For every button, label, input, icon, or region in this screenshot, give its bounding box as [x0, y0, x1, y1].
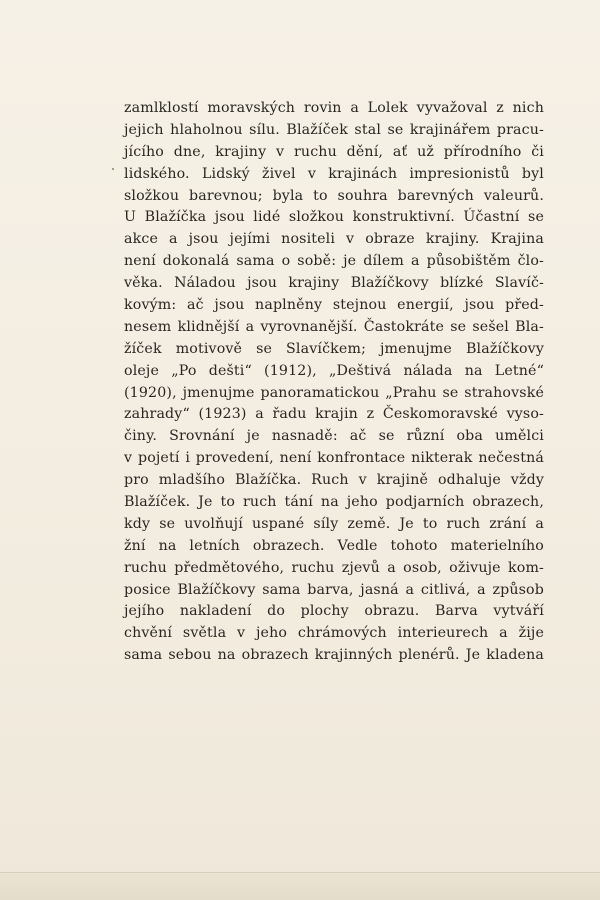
body-text [124, 98, 544, 667]
text-line: sama sebou na obrazech krajinných plenérů. Je kladena [124, 647, 544, 664]
text-line: zamlklostí moravských rovin a Lolek vyvažoval z nich [124, 100, 544, 116]
text-line: kdy se uvolňují uspané síly země. Je to ruch zrání a [124, 515, 544, 532]
text-line: jejího nakladení do plochy obrazu. Barva vytváří [124, 603, 544, 620]
text-line: zahrady“ (1923) a řadu krajin z Českomoravské vyso- [124, 406, 544, 423]
text-line: věka. Náladou jsou krajiny Blažíčkovy blízké Slavíč- [124, 275, 544, 292]
text-line: kovým: ač jsou naplněny stejnou energií, jsou před- [124, 297, 544, 314]
text-line: pro mladšího Blažíčka. Ruch v krajině odhaluje vždy [124, 472, 544, 489]
text-line: činy. Srovnání je nasnadě: ač se různí oba umělci [124, 428, 544, 445]
text-line: lidského. Lidský živel v krajinách impresionistů byl [124, 165, 544, 182]
text-line: akce a jsou jejími nositeli v obraze krajiny. Krajina [124, 231, 544, 248]
text-line: ruchu předmětového, ruchu zjevů a osob, oživuje kom- [124, 559, 544, 576]
page-bottom-edge [0, 872, 600, 900]
text-line: Blažíček. Je to ruch tání na jeho podjarních obrazech, [124, 494, 544, 511]
text-line: chvění světla v jeho chrámových interieurech a žije [124, 625, 544, 642]
text-line: nesem klidnější a vyrovnanější. Častokráte se sešel Bla- [124, 318, 544, 335]
text-line: žíček motivově se Slavíčkem; jmenujme Blažíčkovy [124, 340, 544, 357]
paper-speck [112, 168, 114, 170]
text-line: oleje „Po dešti“ (1912), „Deštivá nálada na Letné“ [124, 362, 544, 379]
text-line: žní na letních obrazech. Vedle tohoto materielního [124, 537, 544, 554]
text-line: není dokonalá sama o sobě: je dílem a působištěm člo- [124, 253, 544, 270]
text-line: posice Blažíčkovy sama barva, jasná a citlivá, a způsob [124, 581, 544, 598]
text-line: U Blažíčka jsou lidé složkou konstruktivní. Účastní se [124, 209, 544, 226]
text-line: jejich hlaholnou sílu. Blažíček stal se krajinářem pracu- [124, 121, 544, 138]
text-line: složkou barevnou; byla to souhra barevných valeurů. [124, 187, 544, 204]
text-line: jícího dne, krajiny v ruchu dění, ať už přírodního či [124, 143, 544, 160]
text-line: v pojetí i provedení, není konfrontace nikterak nečestná [124, 450, 544, 467]
text-line: (1920), jmenujme panoramatickou „Prahu se strahovské [124, 384, 544, 401]
